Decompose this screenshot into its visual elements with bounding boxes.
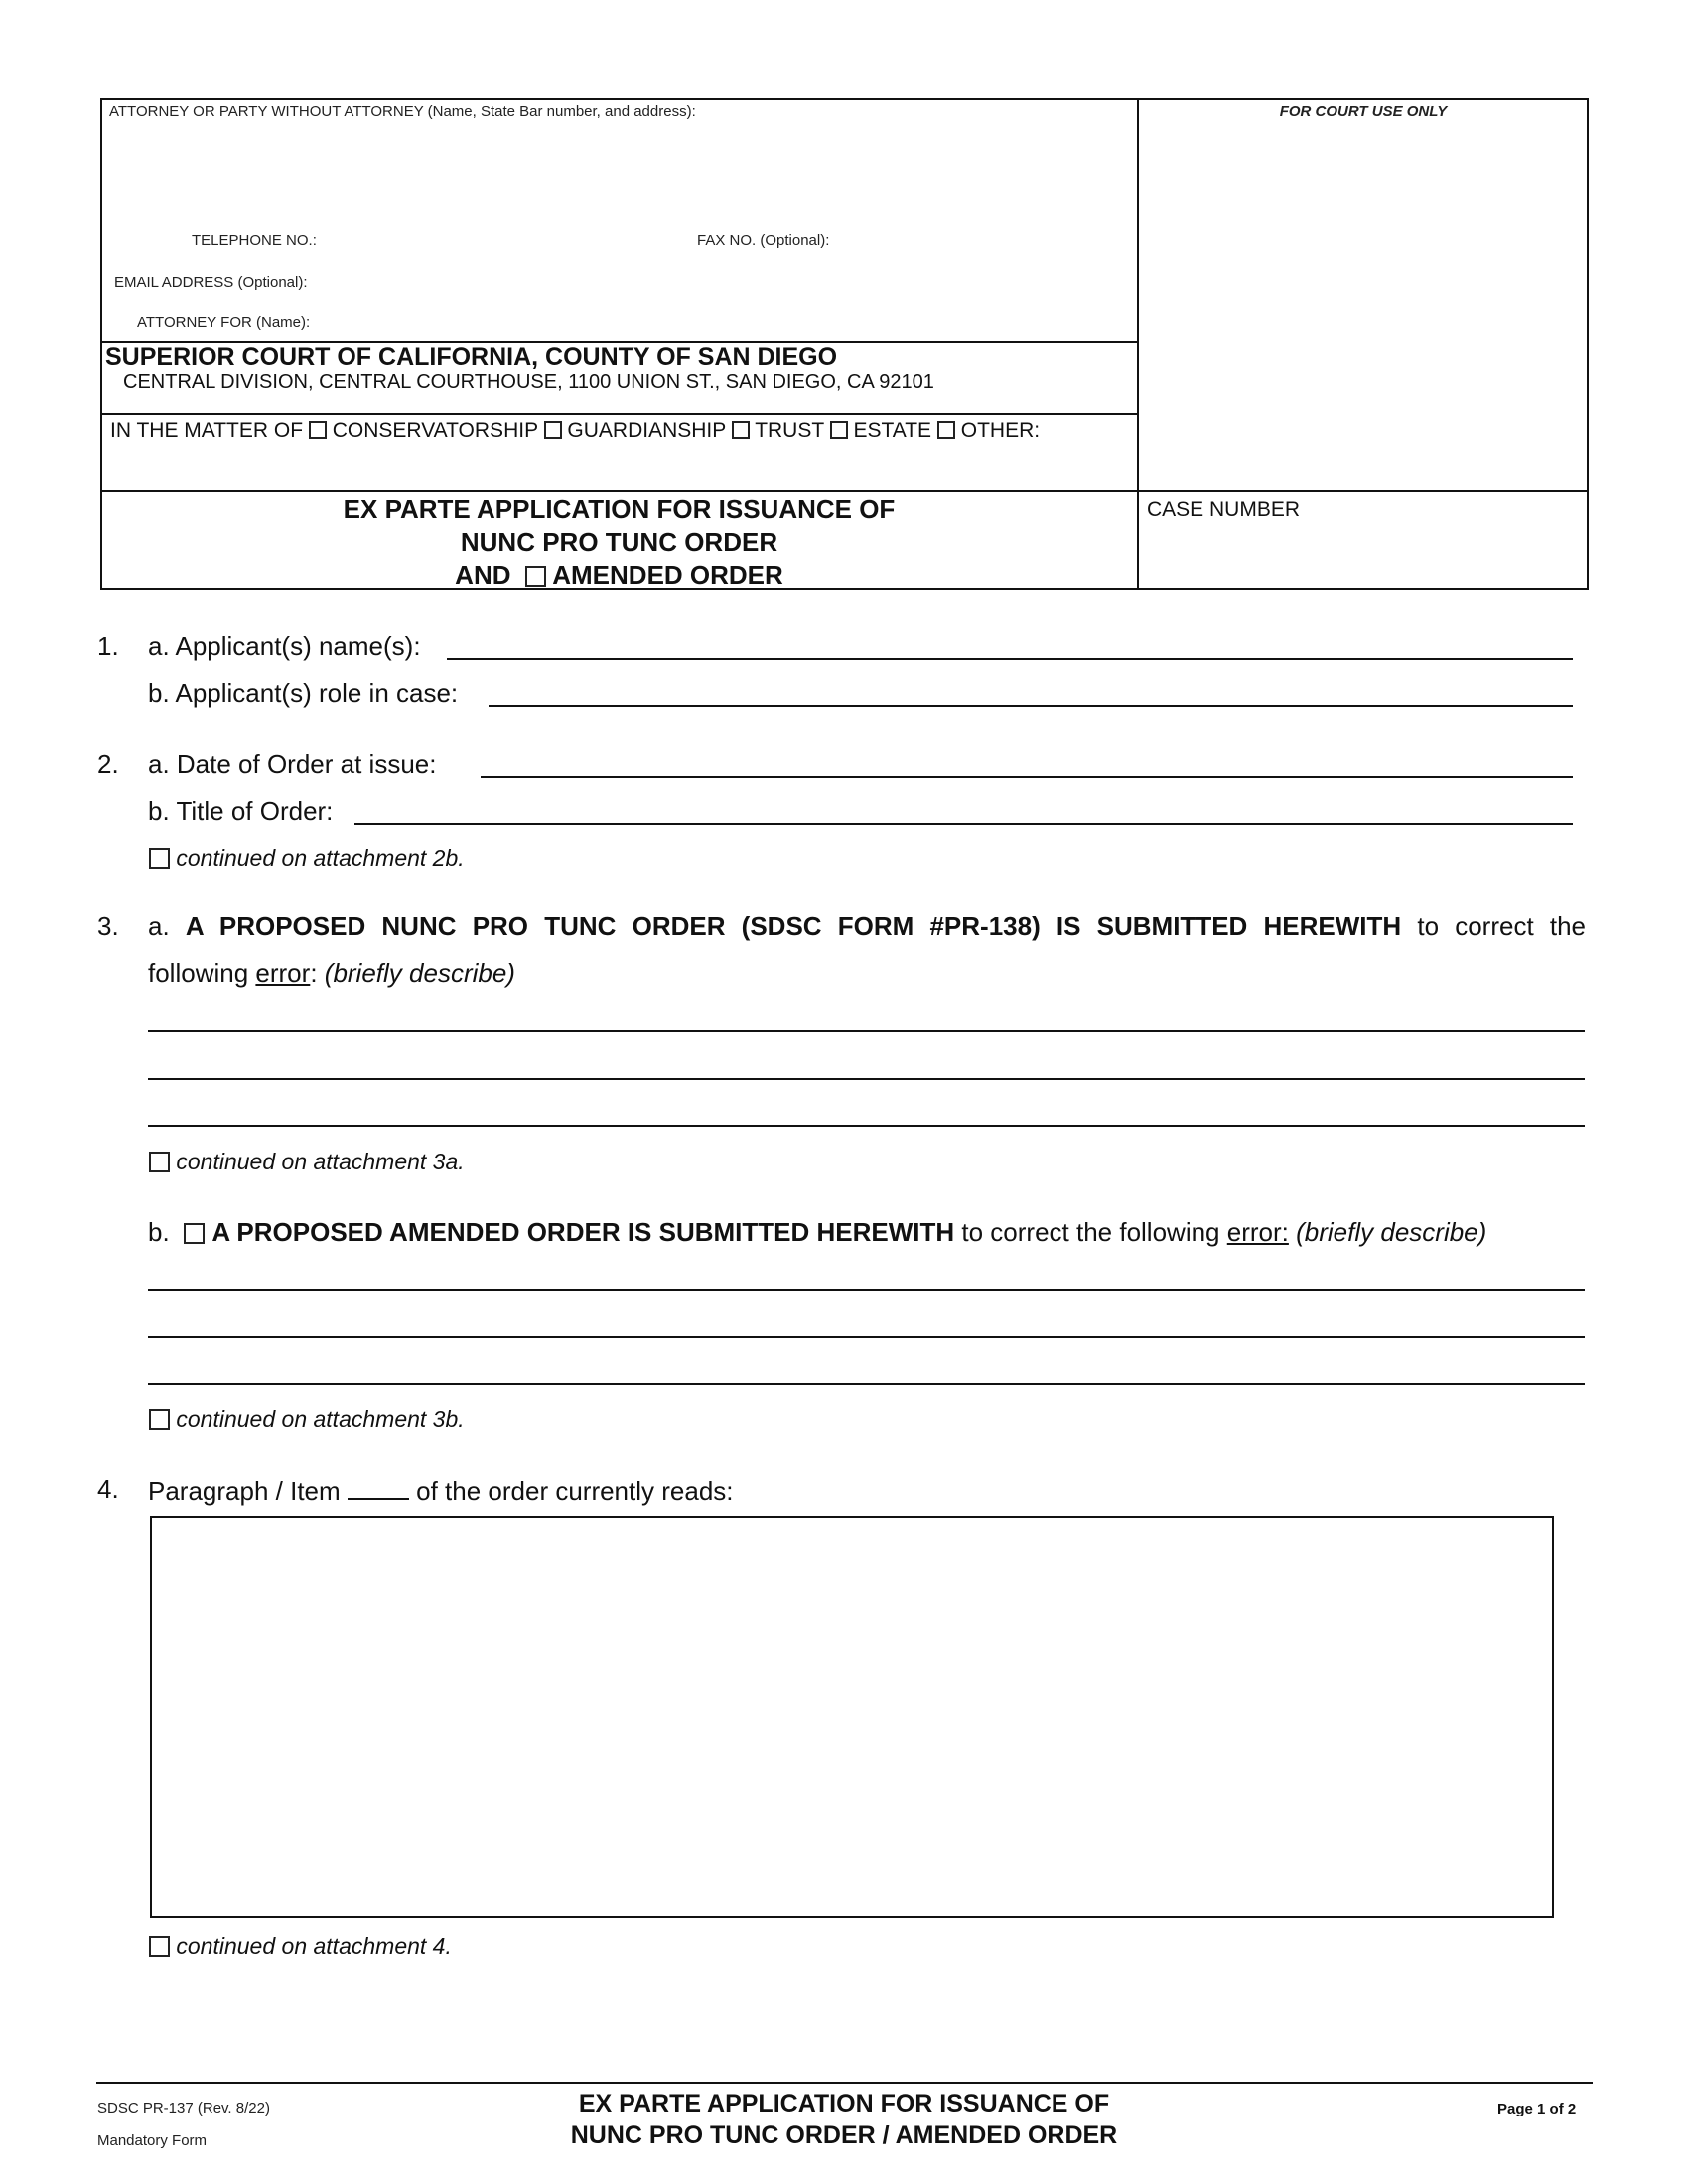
item3-number: 3. xyxy=(97,911,119,941)
item3a-rest: to correct the xyxy=(1417,911,1586,941)
footer-title xyxy=(477,2088,1211,2151)
item3a-prefix: a. xyxy=(148,911,170,941)
continued-3a-row xyxy=(149,1149,465,1175)
paragraph-number-field[interactable] xyxy=(348,1474,409,1500)
conservatorship-label: CONSERVATORSHIP xyxy=(332,419,538,442)
guardianship-checkbox[interactable] xyxy=(544,421,562,439)
item3a-bold: A PROPOSED NUNC PRO TUNC ORDER (SDSC FORM #PR-138) IS SUBMITTED HEREWITH xyxy=(185,911,1402,941)
email-label: EMAIL ADDRESS (Optional): xyxy=(114,274,308,291)
footer-mandatory: Mandatory Form xyxy=(97,2132,208,2149)
error-3a-line2[interactable] xyxy=(148,1078,1585,1080)
item4-pre: Paragraph / Item xyxy=(148,1476,341,1506)
item3b-error: error: xyxy=(1226,1217,1289,1247)
form-title-amended: AMENDED ORDER xyxy=(552,560,783,590)
item1a-label: a. Applicant(s) name(s): xyxy=(148,631,421,661)
conservatorship-checkbox[interactable] xyxy=(309,421,327,439)
amended-order-title-checkbox[interactable] xyxy=(525,566,546,587)
form-title-line3 xyxy=(100,559,1138,592)
continued-3a-checkbox[interactable] xyxy=(149,1152,170,1172)
continued-4-row xyxy=(149,1933,452,1960)
item3a-colon: : xyxy=(310,958,318,988)
fax-label: FAX NO. (Optional): xyxy=(697,232,830,249)
item3b-brief: (briefly describe) xyxy=(1296,1217,1487,1247)
item2-number: 2. xyxy=(97,750,119,779)
order-currently-reads-box[interactable] xyxy=(150,1516,1554,1918)
applicant-names-field[interactable] xyxy=(447,658,1573,660)
continued-2b-row xyxy=(149,845,465,872)
case-number-label: CASE NUMBER xyxy=(1147,498,1301,521)
continued-4-checkbox[interactable] xyxy=(149,1936,170,1957)
continued-3a-label: continued on attachment 3a. xyxy=(176,1149,465,1174)
footer-page: Page 1 of 2 xyxy=(1497,2101,1577,2117)
trust-label: TRUST xyxy=(755,419,824,442)
error-3b-line2[interactable] xyxy=(148,1336,1585,1338)
error-3b-line1[interactable] xyxy=(148,1289,1585,1291)
form-title-line2: NUNC PRO TUNC ORDER xyxy=(460,527,778,557)
item1-number: 1. xyxy=(97,631,119,661)
item3a-following: following xyxy=(148,958,249,988)
court-name: SUPERIOR COURT OF CALIFORNIA, COUNTY OF SAN DIEGO xyxy=(105,343,838,371)
item3a-line2 xyxy=(148,958,515,989)
footer-form-id: SDSC PR-137 (Rev. 8/22) xyxy=(97,2100,270,2116)
error-3b-line3[interactable] xyxy=(148,1383,1585,1385)
item3a-error: error xyxy=(255,958,311,988)
continued-3b-row xyxy=(149,1406,465,1433)
other-checkbox[interactable] xyxy=(937,421,955,439)
continued-3b-label: continued on attachment 3b. xyxy=(176,1406,465,1432)
continued-3b-checkbox[interactable] xyxy=(149,1409,170,1430)
footer-rule xyxy=(96,2082,1593,2084)
item3b-bold: A PROPOSED AMENDED ORDER IS SUBMITTED HEREWITH xyxy=(211,1217,955,1247)
form-title xyxy=(100,493,1138,592)
attorney-for-label: ATTORNEY FOR (Name): xyxy=(137,314,311,331)
item1b-label: b. Applicant(s) role in case: xyxy=(148,678,459,708)
item3a-brief: (briefly describe) xyxy=(324,958,515,988)
error-3a-line1[interactable] xyxy=(148,1030,1585,1032)
continued-2b-checkbox[interactable] xyxy=(149,848,170,869)
item4-number: 4. xyxy=(97,1474,119,1504)
attorney-label: ATTORNEY OR PARTY WITHOUT ATTORNEY (Name, State Bar number, and address): xyxy=(109,103,696,120)
title-rule xyxy=(100,490,1589,492)
footer-title-line2: NUNC PRO TUNC ORDER / AMENDED ORDER xyxy=(570,2121,1118,2149)
continued-4-label: continued on attachment 4. xyxy=(176,1933,452,1959)
form-title-line1: EX PARTE APPLICATION FOR ISSUANCE OF xyxy=(343,494,896,524)
amended-order-checkbox[interactable] xyxy=(184,1223,205,1244)
continued-2b-label: continued on attachment 2b. xyxy=(176,845,465,871)
applicant-role-field[interactable] xyxy=(489,705,1573,707)
court-use-label: FOR COURT USE ONLY xyxy=(1279,103,1448,120)
order-title-field[interactable] xyxy=(354,823,1573,825)
item3a-text xyxy=(148,911,1586,942)
estate-checkbox[interactable] xyxy=(830,421,848,439)
form-title-and: AND xyxy=(455,560,511,590)
item3b-text xyxy=(148,1217,1486,1248)
matter-label: IN THE MATTER OF xyxy=(110,419,304,442)
guardianship-label: GUARDIANSHIP xyxy=(567,419,726,442)
court-address: CENTRAL DIVISION, CENTRAL COURTHOUSE, 1100 UNION ST., SAN DIEGO, CA 92101 xyxy=(123,371,934,393)
court-rule-mid xyxy=(100,413,1138,415)
footer-title-line1: EX PARTE APPLICATION FOR ISSUANCE OF xyxy=(578,2090,1110,2117)
item4-text xyxy=(148,1474,734,1507)
trust-checkbox[interactable] xyxy=(732,421,750,439)
item2b-label: b. Title of Order: xyxy=(148,796,334,826)
telephone-label: TELEPHONE NO.: xyxy=(192,232,317,249)
item4-post: of the order currently reads: xyxy=(416,1476,734,1506)
matter-row xyxy=(110,419,1040,443)
error-3a-line3[interactable] xyxy=(148,1125,1585,1127)
estate-label: ESTATE xyxy=(853,419,932,442)
item3b-prefix: b. xyxy=(148,1217,170,1247)
order-date-field[interactable] xyxy=(481,776,1573,778)
item3b-rest: to correct the following xyxy=(961,1217,1220,1247)
other-label: OTHER: xyxy=(960,419,1041,442)
item2a-label: a. Date of Order at issue: xyxy=(148,750,437,779)
